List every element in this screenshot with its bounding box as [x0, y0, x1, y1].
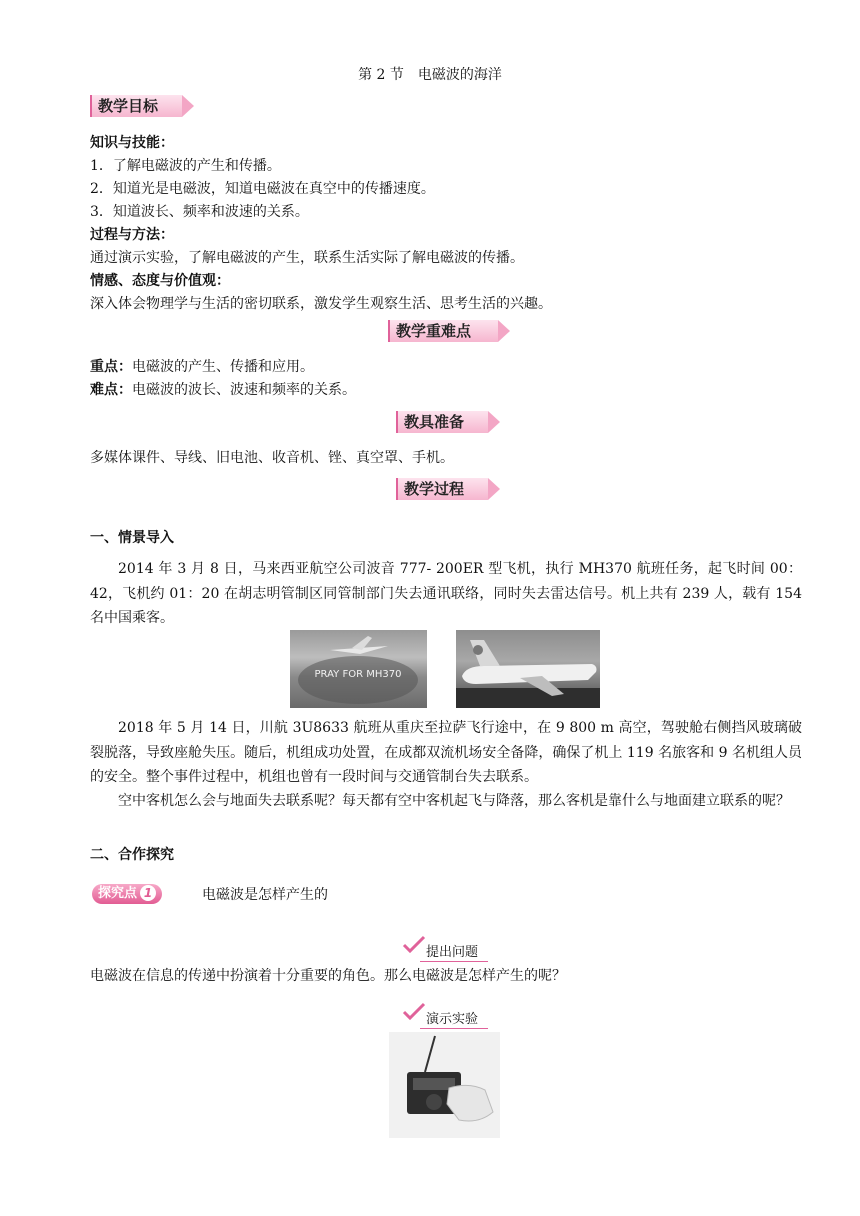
inquiry-point-badge	[92, 884, 162, 904]
checkmark-icon	[402, 1002, 426, 1022]
process-text: 通过演示实验，了解电磁波的产生，联系生活实际了解电磁波的传播。	[90, 250, 524, 266]
airplane-photo	[456, 630, 600, 708]
part1-heading: 一、情景导入	[90, 530, 174, 546]
section-badge-tools: 教具准备	[396, 411, 488, 433]
radio-experiment-photo	[389, 1032, 500, 1138]
tools-text: 多媒体课件、导线、旧电池、收音机、锉、真空罩、手机。	[90, 450, 454, 466]
emotion-text: 深入体会物理学与生活的密切联系，激发学生观察生活、思考生活的兴趣。	[90, 296, 552, 312]
checkmark-icon	[402, 935, 426, 955]
ask-question-label: 提出问题	[402, 941, 488, 960]
inquiry-point-number: 1	[140, 885, 156, 901]
difficult-label: 难点：	[90, 382, 132, 398]
knowledge-item-1: 1．了解电磁波的产生和传播。	[90, 158, 281, 174]
inquiry-point-label: 探究点	[98, 886, 138, 901]
key-point	[90, 357, 314, 377]
mh370-sand-photo	[290, 630, 427, 708]
knowledge-item-2: 2．知道光是电磁波，知道电磁波在真空中的传播速度。	[90, 181, 435, 197]
emotion-label: 情感、态度与价值观：	[90, 273, 230, 289]
pray-for-text: PRAY FOR MH370	[314, 669, 402, 680]
difficult-point	[90, 380, 356, 400]
difficult-text: 电磁波的波长、波速和频率的关系。	[132, 382, 356, 398]
demo-experiment-label: 演示实验	[402, 1008, 488, 1027]
part2-heading: 二、合作探究	[90, 847, 174, 863]
page-title: 第 2 节 电磁波的海洋	[358, 67, 502, 83]
ask-question-text: 电磁波在信息的传递中扮演着十分重要的角色。那么电磁波是怎样产生的呢？	[90, 968, 566, 984]
key-text: 电磁波的产生、传播和应用。	[132, 359, 314, 375]
part1-paragraph-2: 2018 年 5 月 14 日，川航 3U8633 航班从重庆至拉萨飞行途中，在 9 800 m 高空，驾驶舱右侧挡风玻璃破裂脱落，导致座舱失压。随后，机组成功处置，在成都双流机场安全备降，确保了机上 119 名旅客和 9 名机组人员的安全。整个事件过程中，机组也曾有一段时间与交通管制台失去联系。	[90, 720, 802, 785]
section-badge-goals: 教学目标	[90, 95, 182, 117]
inquiry-point-title: 电磁波是怎样产生的	[202, 887, 328, 903]
section-badge-process: 教学过程	[396, 478, 488, 500]
knowledge-label: 知识与技能：	[90, 135, 174, 151]
part1-paragraph-3: 空中客机怎么会与地面失去联系呢？每天都有空中客机起飞与降落，那么客机是靠什么与地面建立联系的呢？	[118, 793, 790, 809]
section-badge-keypoints: 教学重难点	[388, 320, 498, 342]
knowledge-item-3: 3．知道波长、频率和波速的关系。	[90, 204, 309, 220]
key-label: 重点：	[90, 359, 132, 375]
part1-paragraph-1: 2014 年 3 月 8 日，马来西亚航空公司波音 777- 200ER 型飞机，执行 MH370 航班任务，起飞时间 00：42，飞机约 01：20 在胡志明管制区同管制部门失去通讯联络，同时失去雷达信号。机上共有 239 人，载有 154 名中国乘客。	[90, 561, 802, 626]
process-label: 过程与方法：	[90, 227, 174, 243]
